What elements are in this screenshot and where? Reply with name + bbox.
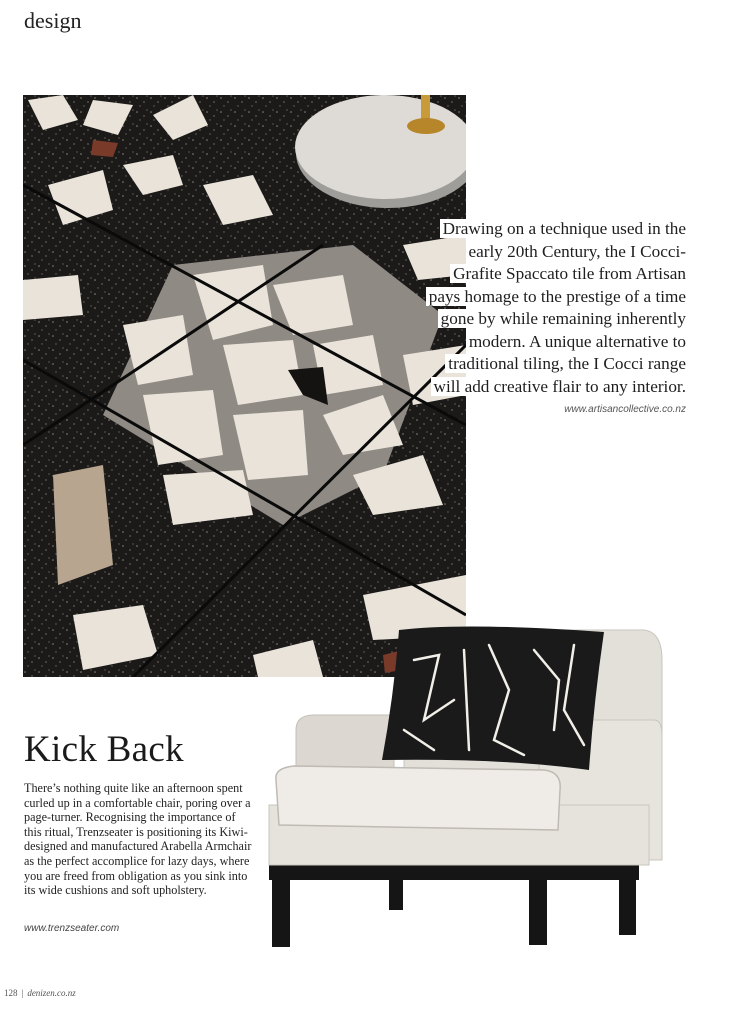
caption-line: early 20th Century, the I Cocci- <box>466 242 686 261</box>
caption-line: Grafite Spaccato tile from Artisan <box>450 264 686 283</box>
caption-line: traditional tiling, the I Cocci range <box>445 354 686 373</box>
caption-line: modern. A unique alternative to <box>466 332 686 351</box>
armchair-photo <box>264 620 669 950</box>
caption-line: gone by while remaining inherently <box>438 309 686 328</box>
section-label: design <box>24 8 82 33</box>
tile-caption <box>416 218 686 398</box>
folio-site: denizen.co.nz <box>27 988 76 998</box>
feature-url: www.trenzseater.com <box>24 923 120 934</box>
terrazzo-tile-photo <box>23 95 466 677</box>
caption-line: will add creative flair to any interior. <box>431 377 686 396</box>
feature-body: There’s nothing quite like an afternoon spent curled up in a comfortable chair, poring over a page-turner. Recognising the importance of this ritual, Trenzseater is positioning its Kiwi-designed and manufactured Arabella Armchair as the perfect accomplice for lazy days, where you are freed from obligation as you sink into its wide cushions and soft upholstery. <box>24 781 252 898</box>
caption-line: Drawing on a technique used in the <box>440 219 686 238</box>
feature-title: Kick Back <box>24 729 184 770</box>
page-folio <box>4 988 76 998</box>
tile-url: www.artisancollective.co.nz <box>564 404 686 415</box>
folio-divider: | <box>21 988 24 998</box>
page-number: 128 <box>4 988 18 998</box>
caption-line: pays homage to the prestige of a time <box>426 287 686 306</box>
